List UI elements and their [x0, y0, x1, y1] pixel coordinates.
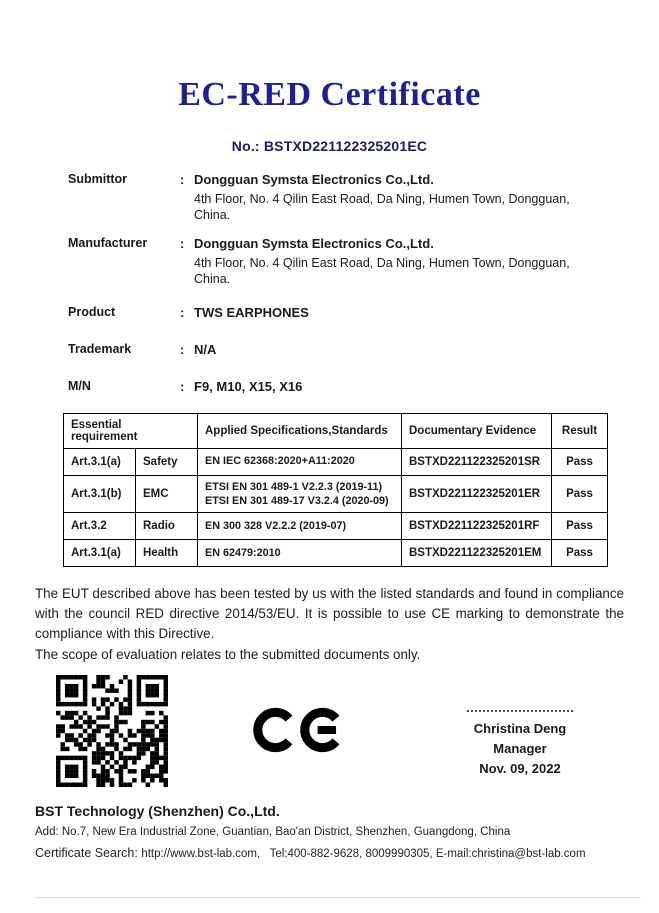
- trademark-value: N/A: [194, 341, 217, 357]
- submittor-address: 4th Floor, No. 4 Qilin East Road, Da Ning, Humen Town, Dongguan, China.: [194, 192, 570, 222]
- header-applied-specifications: Applied Specifications,Standards: [198, 413, 402, 448]
- table-row: [64, 475, 608, 512]
- info-label: Product: [68, 304, 116, 319]
- certificate-number: No.: BSTXD221122325201EC: [231, 138, 428, 154]
- certificate-search-value: http://www.bst-lab.com, Tel:400-882-9628, 8009990305, E-mail:christina@bst-lab.com: [141, 848, 586, 861]
- signature-line: [467, 710, 573, 712]
- certificate-title: EC-RED Certificate: [178, 76, 481, 113]
- signature-date: Nov. 09, 2022: [479, 761, 561, 777]
- signatory-name: Christina Deng: [473, 721, 567, 737]
- statement-paragraph-1: The EUT described above has been tested by us with the listed standards and found in compliance with the council RED directive 2014/53/EU. It is possible to use CE marking to demonstrate the compliance with this Directive.: [35, 585, 624, 642]
- cell-category: Health: [136, 539, 198, 566]
- specifications-table: [63, 413, 608, 567]
- info-row-model: [68, 379, 599, 399]
- footer-address: Add: No.7, New Era Industrial Zone, Guantian, Bao'an District, Shenzhen, Guangdong, China: [35, 826, 511, 839]
- cell-evidence: BSTXD221122325201SR: [402, 448, 552, 475]
- certificate-search-label: Certificate Search:: [35, 846, 138, 861]
- header-result: Result: [552, 413, 608, 448]
- cell-evidence: BSTXD221122325201EM: [402, 539, 552, 566]
- manufacturer-address: 4th Floor, No. 4 Qilin East Road, Da Ning, Humen Town, Dongguan, China.: [194, 256, 570, 286]
- colon: :: [180, 304, 185, 320]
- manufacturer-name: Dongguan Symsta Electronics Co.,Ltd.: [194, 236, 434, 252]
- table-header-row: [64, 413, 608, 448]
- page: [0, 76, 659, 913]
- cell-evidence: BSTXD221122325201RF: [402, 512, 552, 539]
- table-row: [64, 512, 608, 539]
- compliance-statement: [35, 584, 624, 666]
- cell-article: Art.3.2: [64, 512, 136, 539]
- info-label: Manufacturer: [68, 236, 148, 251]
- seals-and-signature-row: [0, 673, 659, 801]
- cell-article: Art.3.1(a): [64, 539, 136, 566]
- qr-code: [56, 675, 168, 787]
- header-documentary-evidence: Documentary Evidence: [402, 413, 552, 448]
- cell-article: Art.3.1(b): [64, 475, 136, 512]
- info-label: Submittor: [68, 172, 128, 186]
- footer-company: BST Technology (Shenzhen) Co.,Ltd.: [35, 803, 280, 820]
- cell-article: Art.3.1(a): [64, 448, 136, 475]
- colon: :: [180, 172, 185, 187]
- statement-paragraph-2: The scope of evaluation relates to the submitted documents only.: [35, 646, 421, 662]
- cell-result: Pass: [552, 512, 608, 539]
- cell-result: Pass: [552, 475, 608, 512]
- info-row-trademark: [68, 342, 599, 362]
- info-label: Trademark: [68, 341, 132, 356]
- colon: :: [180, 341, 185, 357]
- colon: :: [180, 236, 185, 252]
- colon: :: [180, 378, 185, 394]
- cell-standards: EN 62479:2010: [198, 539, 402, 566]
- cell-evidence: BSTXD221122325201ER: [402, 475, 552, 512]
- table-row: [64, 448, 608, 475]
- info-section: [68, 172, 599, 399]
- cell-standards: ETSI EN 301 489-1 V2.2.3 (2019-11) ETSI EN 301 489-17 V3.2.4 (2020-09): [198, 475, 402, 512]
- certificate-search-line: [35, 846, 624, 860]
- model-value: F9, M10, X15, X16: [194, 378, 303, 394]
- info-row-product: [68, 305, 599, 325]
- cell-standards: EN IEC 62368:2020+A11:2020: [198, 448, 402, 475]
- cell-standards: EN 300 328 V2.2.2 (2019-07): [198, 512, 402, 539]
- info-row-submittor: [68, 172, 599, 236]
- submittor-name: Dongguan Symsta Electronics Co.,Ltd.: [194, 172, 434, 187]
- header-essential-requirement: Essential requirement: [64, 413, 198, 448]
- product-value: TWS EARPHONES: [194, 304, 309, 320]
- cell-category: EMC: [136, 475, 198, 512]
- bottom-divider: [35, 897, 641, 898]
- cell-result: Pass: [552, 448, 608, 475]
- info-label: M/N: [68, 378, 91, 393]
- footer: [35, 803, 624, 860]
- cell-category: Radio: [136, 512, 198, 539]
- signature-block: [460, 710, 580, 779]
- table-row: [64, 539, 608, 566]
- cell-category: Safety: [136, 448, 198, 475]
- ce-mark-icon: [253, 688, 347, 772]
- info-row-manufacturer: [68, 236, 599, 304]
- signatory-role: Manager: [493, 741, 547, 757]
- cell-result: Pass: [552, 539, 608, 566]
